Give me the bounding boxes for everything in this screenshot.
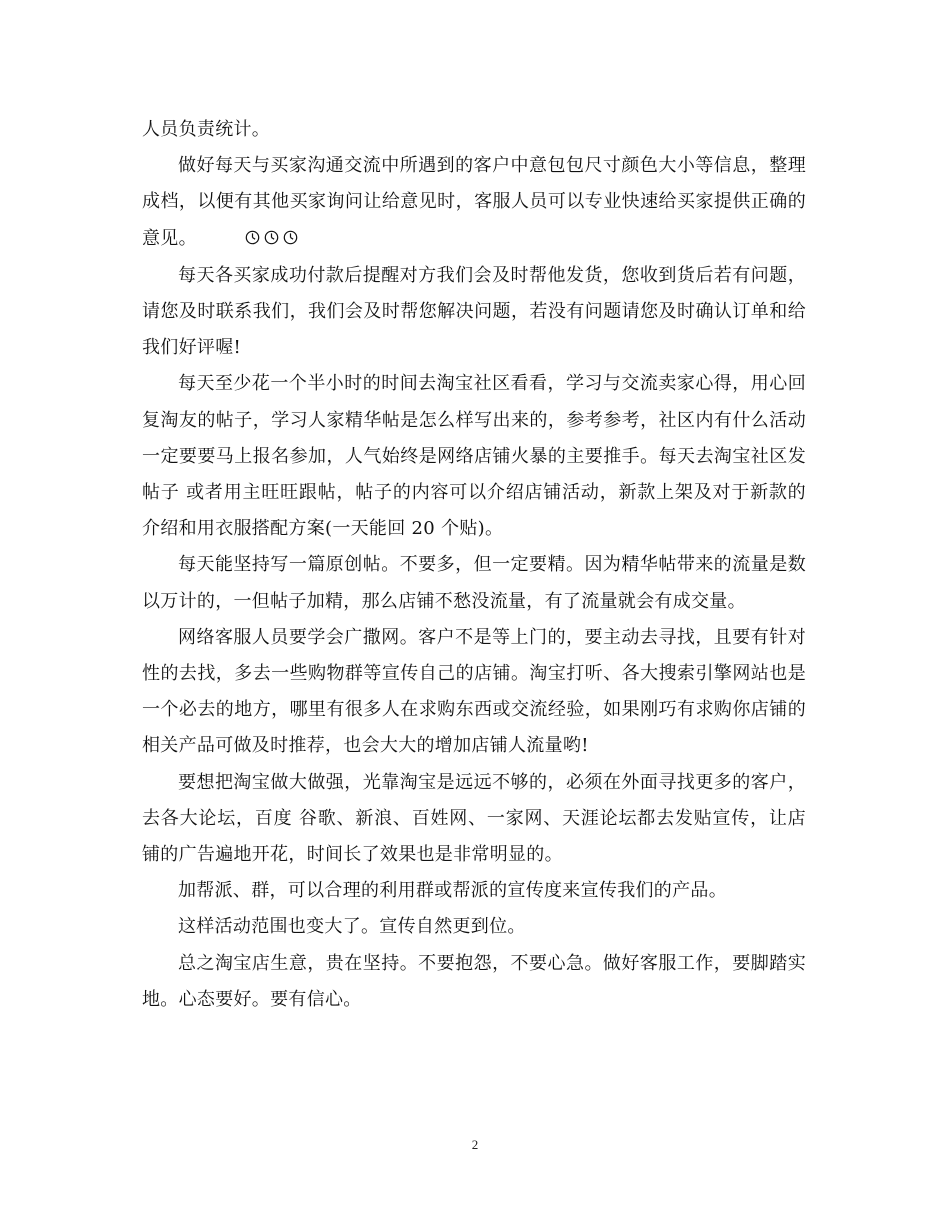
paragraph-3: 每天各买家成功付款后提醒对方我们会及时帮他发货，您收到货后若有问题，请您及时联系我们，我们会及时帮您解决问题，若没有问题请您及时确认订单和给我们好评喔! xyxy=(142,264,806,359)
paragraph-6: 网络客服人员要学会广撒网。客户不是等上门的，要主动去寻找，且要有针对性的去找，多去一些购物群等宣传自己的店铺。淘宝打听、各大搜索引擎网站也是一个必去的地方，哪里有很多人在求购东西或交流经验，如果刚巧有求购你店铺的相关产品可做及时推荐，也会大大的增加店铺人流量哟! xyxy=(142,626,806,757)
clock-icon xyxy=(245,230,260,245)
paragraph-9: 这样活动范围也变大了。宣传自然更到位。 xyxy=(178,916,526,938)
clock-icon xyxy=(264,230,279,245)
paragraph-7: 要想把淘宝做大做强，光靠淘宝是远远不够的，必须在外面寻找更多的客户，去各大论坛，百度 谷歌、新浪、百姓网、一家网、天涯论坛都去发贴宣传，让店铺的广告遍地开花，时间长了效果也是非常明显的。 xyxy=(142,771,806,866)
paragraph-1: 人员负责统计。 xyxy=(142,119,271,140)
page-number: 2 xyxy=(471,1137,479,1152)
paragraph-5: 每天能坚持写一篇原创帖。不要多，但一定要精。因为精华帖带来的流量是数以万计的，一但帖子加精，那么店铺不愁没流量，有了流量就会有成交量。 xyxy=(142,554,806,612)
paragraph-2-text: 做好每天与买家沟通交流中所遇到的客户中意包包尺寸颜色大小等信息，整理成档，以便有其他买家询问让给意见时，客服人员可以专业快速给买家提供正确的意见。 xyxy=(142,155,806,249)
paragraph-2 xyxy=(142,148,806,258)
paragraph-4: 每天至少花一个半小时的时间去淘宝社区看看，学习与交流卖家心得，用心回复淘友的帖子，学习人家精华帖是怎么样写出来的，参考参考，社区内有什么活动一定要要马上报名参加，人气始终是网络店铺火暴的主要推手。每天去淘宝社区发帖子 或者用主旺旺跟帖，帖子的内容可以介绍店铺活动，新款上架及对于新款的介绍和用衣服搭配方案(一天能回 20 个贴)。 xyxy=(142,373,806,540)
paragraph-10: 总之淘宝店生意，贵在坚持。不要抱怨，不要心急。做好客服工作，要脚踏实地。心态要好。要有信心。 xyxy=(142,952,806,1010)
clock-icon-group xyxy=(209,222,302,258)
clock-icon xyxy=(283,230,298,245)
document-body xyxy=(142,112,806,1018)
paragraph-8: 加帮派、群，可以合理的利用群或帮派的宣传度来宣传我们的产品。 xyxy=(178,880,727,902)
